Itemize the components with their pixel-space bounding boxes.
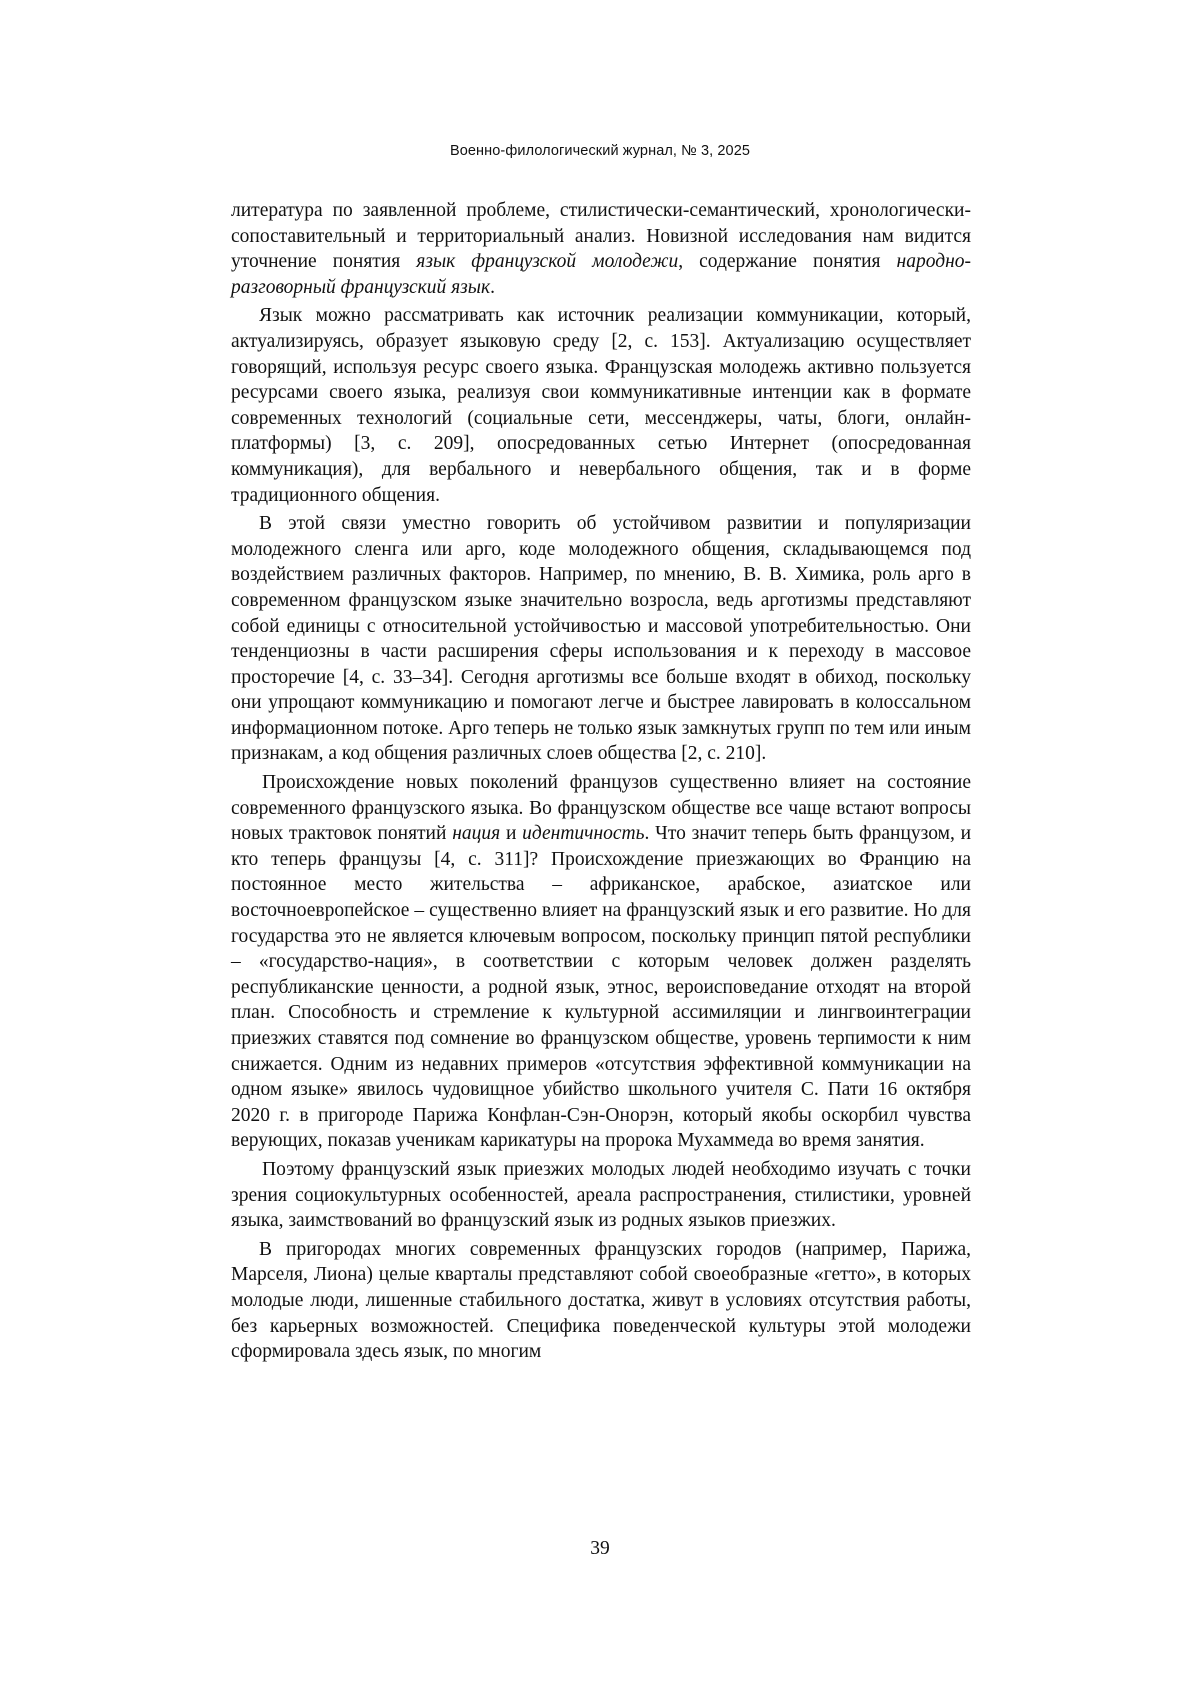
paragraph-6: В пригородах многих современных французских городов (например, Парижа, Марселя, Лиона) целые кварталы представляют собой своеобразные «гетто», в которых молодые люди, лишенные стабильного достатка, живут в условиях отсутствия работы, без карьерных возможностей. Специфика поведенческой культуры этой молодежи сформировала здесь язык, по многим [231,1238,971,1363]
paragraph-2: Язык можно рассматривать как источник реализации коммуникации, который, актуализируясь, образует языковую среду [2, с. 153]. Актуализацию осуществляет говорящий, используя ресурс своего языка. Французская молодежь активно пользуется ресурсами своего языка, реализуя свои коммуникативные интенции как в формате современных технологий (социальные сети, мессенджеры, чаты, блоги, онлайн-платформы) [3, с. 209], опосредованных сетью Интернет (опосредованная коммуникация), для вербального и невербального общения, так и в форме традиционного общения. [231,305,971,506]
paragraph-1-text-b: , содержание понятия [678,251,897,273]
term-french-youth-language: язык французской молодежи [416,251,679,273]
paragraph-1-text-c: . [490,276,495,298]
page-number: 39 [590,1538,610,1559]
running-head: Военно-филологический журнал, № 3, 2025 [449,143,751,159]
paragraph-5: Поэтому французский язык приезжих молодых людей необходимо изучать с точки зрения социокультурных особенностей, ареала распространения, стилистики, уровней языка, заимствований во французский язык из родных языков приезжих. [231,1158,971,1232]
term-identity: идентичность [522,823,645,845]
paragraph-4-text-c: . Что значит теперь быть французом, и кто теперь французы [4, с. 311]? Происхождение приезжающих во Францию на постоянное место жительства – африканское, арабское, азиатское или восточноевропейское – существенно влияет на французский язык и его развитие. Но для государства это не является ключевым вопросом, поскольку принцип пятой республики – «государство-нация», в соответствии с которым человек должен разделять республиканские ценности, а родной язык, этнос, вероисповедание отходят на второй план. Способность и стремление к культурной ассимиляции и лингвоинтеграции приезжих ставятся под сомнение во французском обществе, уровень терпимости к ним снижается. Одним из недавних примеров «отсутствия эффективной коммуникации на одном языке» явилось чудовищное убийство школьного учителя С. Пати 16 октября 2020 г. в пригороде Парижа Конфлан-Сэн-Онорэн, который якобы оскорбил чувства верующих, показав ученикам карикатуры на пророка Мухаммеда во время занятия. [231,823,972,1152]
article-body [231,198,971,1368]
term-nation: нация [452,823,501,845]
paragraph-4-text-b: и [500,823,523,845]
term-colloquial-french: народно-разговорный французский язык [231,251,971,298]
paragraph-4-text-a: Происхождение новых поколений французов существенно влияет на состояние современного французского языка. Во французском обществе все чаще встают вопросы новых трактовок понятий [231,772,971,845]
paragraph-1 [231,198,971,300]
paragraph-4 [231,770,971,1154]
paragraph-1-text-a: литература по заявленной проблеме, стилистически-семантический, хронологически-сопоставительный и территориальный анализ. Новизной исследования нам видится уточнение понятия [231,200,971,273]
paragraph-3: В этой связи уместно говорить об устойчивом развитии и популяризации молодежного сленга или арго, коде молодежного общения, складывающемся под воздействием различных факторов. Например, по мнению, В. В. Химика, роль арго в современном французском языке значительно возросла, ведь арготизмы представляют собой единицы с относительной устойчивостью и массовой употребительностью. Они тенденциозны в части расширения сферы использования и к переходу в массовое просторечие [4, с. 33–34]. Сегодня арготизмы все больше входят в обиход, поскольку они упрощают коммуникацию и помогают легче и быстрее лавировать в колоссальном информационном потоке. Арго теперь не только язык замкнутых групп по тем или иным признакам, а код общения различных слоев общества [2, с. 210]. [231,513,971,765]
